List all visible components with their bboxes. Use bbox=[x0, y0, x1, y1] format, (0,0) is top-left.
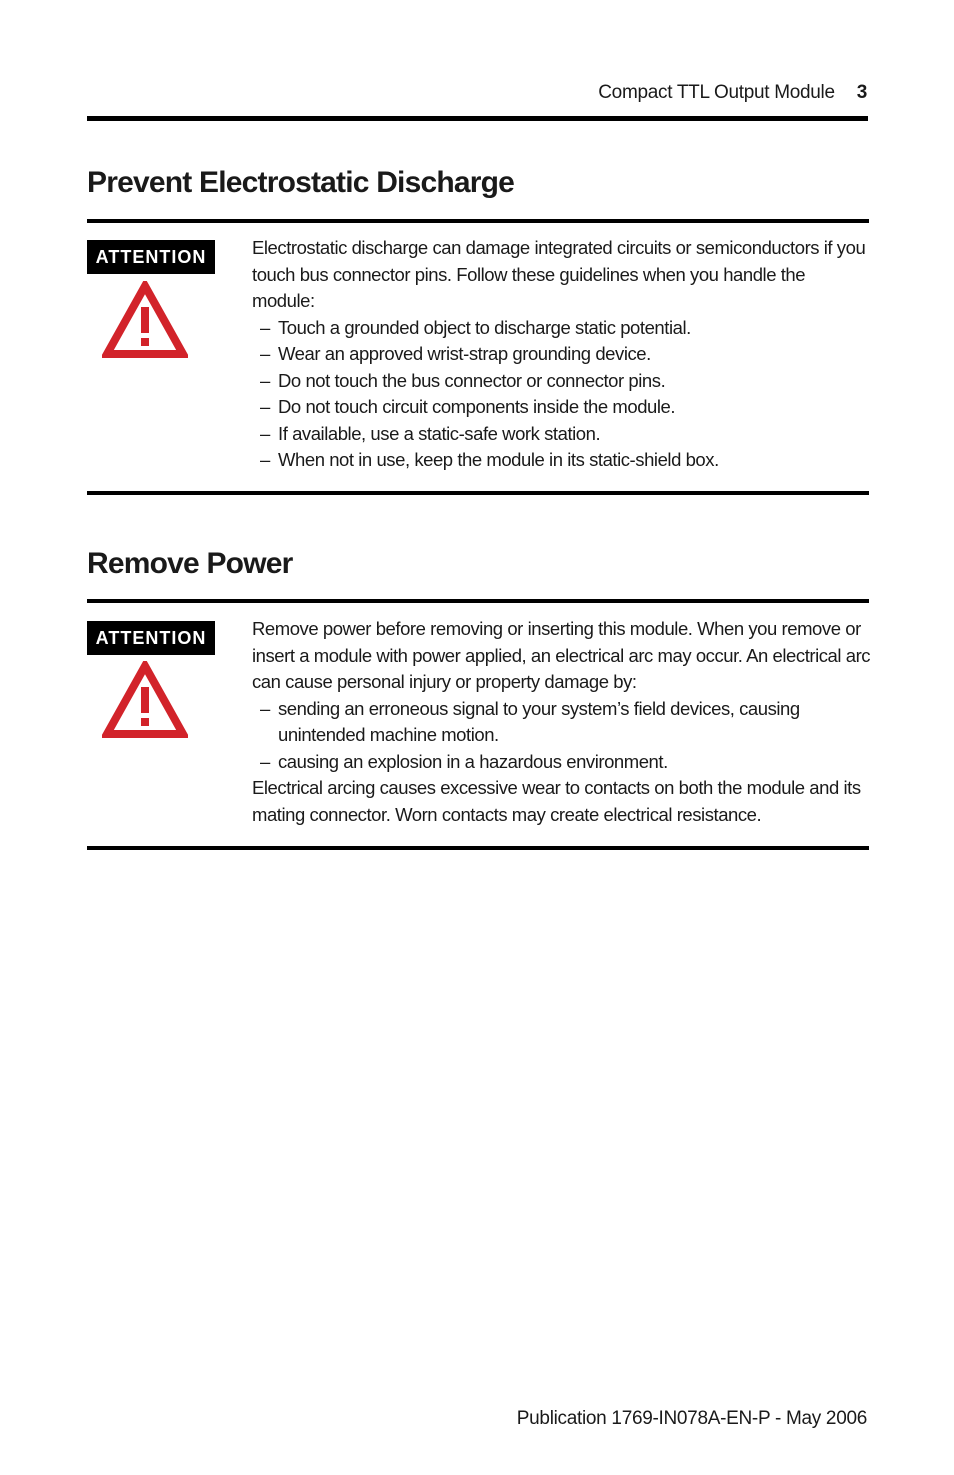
list-item: – When not in use, keep the module in its static-shield box. bbox=[260, 449, 719, 470]
list-item: – Wear an approved wrist-strap grounding device. bbox=[260, 343, 651, 364]
section-title-esd: Prevent Electrostatic Discharge bbox=[87, 166, 515, 199]
attention-outro: Electrical arcing causes excessive wear to contacts on both the module and its mating connector. Worn contacts may create electrical resistance. bbox=[252, 777, 861, 825]
consequence-list bbox=[252, 696, 872, 776]
attention-body bbox=[252, 616, 872, 828]
guideline-list bbox=[252, 315, 872, 474]
attention-body bbox=[252, 235, 872, 474]
attention-label: ATTENTION bbox=[87, 621, 215, 655]
list-item: – causing an explosion in a hazardous environment. bbox=[260, 750, 668, 772]
list-item: – sending an erroneous signal to your system’s field devices, causing unintended machine motion. bbox=[260, 697, 800, 745]
attention-intro: Electrostatic discharge can damage integrated circuits or semiconductors if you touch bus connector pins. Follow these guidelines when you handle the module: bbox=[252, 237, 866, 311]
list-item: – If available, use a static-safe work station. bbox=[260, 422, 601, 444]
section-bottom-rule bbox=[87, 846, 869, 850]
warning-triangle-icon bbox=[102, 661, 188, 739]
attention-intro: Remove power before removing or inserting this module. When you remove or insert a module with power applied, an electrical arc may occur. An electrical arc can cause personal injury or property damage by: bbox=[252, 618, 871, 692]
publication-footer: Publication 1769-IN078A-EN-P - May 2006 bbox=[516, 1408, 867, 1429]
section-top-rule bbox=[87, 599, 869, 603]
list-item: – Touch a grounded object to discharge static potential. bbox=[260, 316, 691, 338]
section-title-remove-power: Remove Power bbox=[87, 547, 293, 580]
warning-triangle-icon bbox=[102, 281, 188, 359]
header-rule bbox=[87, 116, 868, 121]
list-item: – Do not touch circuit components inside the module. bbox=[260, 396, 676, 417]
section-top-rule bbox=[87, 219, 869, 223]
running-header bbox=[598, 82, 867, 104]
document-title: Compact TTL Output Module bbox=[598, 82, 835, 103]
section-bottom-rule bbox=[87, 491, 869, 495]
attention-label: ATTENTION bbox=[87, 240, 215, 274]
page-number: 3 bbox=[856, 82, 867, 103]
list-item: – Do not touch the bus connector or connector pins. bbox=[260, 369, 666, 391]
